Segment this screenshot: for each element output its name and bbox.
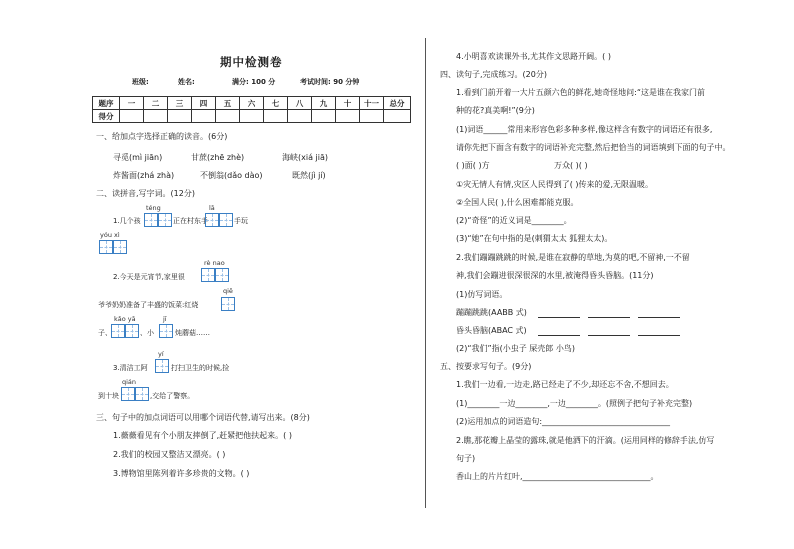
instruction-text: (2)运用加点的词语造句:________________________________ (456, 417, 671, 426)
exam-time: 考试时间: 90 分钟 (300, 78, 360, 86)
char-box[interactable] (111, 324, 125, 338)
q3-sentence: 3.博物馆里陈列着许多珍贵的文物。( ) (113, 469, 250, 478)
score-input-cell[interactable] (336, 110, 360, 123)
pinyin: kǎo yā (114, 315, 136, 323)
score-input-cell[interactable] (168, 110, 192, 123)
instruction-text: (2)“我们”指(小虫子 屎壳郎 小鸟) (456, 344, 575, 353)
q4-heading: 四、读句子,完成练习。(20分) (440, 70, 547, 79)
score-input-cell[interactable] (264, 110, 288, 123)
sentence-text: 炖蘑菇…… (175, 329, 210, 337)
table-cell: 五 (216, 97, 240, 110)
class-label: 班级: (132, 78, 149, 86)
char-box[interactable] (215, 268, 229, 282)
char-box[interactable] (221, 297, 235, 311)
q3-sentence: 1.薇薇看见有个小朋友摔倒了,赶紧把他扶起来。( ) (113, 431, 292, 440)
pinyin: yóu xì (100, 231, 120, 239)
answer-line[interactable] (638, 317, 680, 318)
pinyin: lā (209, 204, 215, 212)
table-cell: 一 (120, 97, 144, 110)
table-cell: 八 (288, 97, 312, 110)
char-box[interactable] (135, 387, 149, 401)
char-box[interactable] (159, 324, 173, 338)
pattern-label: 蹦蹦跳跳(AABB 式) (456, 308, 527, 317)
char-box[interactable] (144, 213, 158, 227)
q1-heading: 一、给加点字选择正确的读音。(6分) (96, 132, 228, 141)
pinyin: yí (158, 350, 164, 358)
instruction-text: (2)“奇怪”的近义词是________。 (456, 216, 572, 225)
pinyin: jī (163, 315, 167, 323)
fill-sentence: ②全国人民( ),什么困难都能克服。 (456, 198, 579, 207)
sentence-text: 爷爷奶奶准备了丰盛的饭菜:红烧 (98, 301, 199, 309)
q1-item: 甘蔗(zhē zhè) (191, 153, 245, 162)
passage-text: 2.瞧,那花瓣上晶莹的露珠,就是他洒下的汗滴。(运用同样的修辞手法,仿写 (456, 436, 715, 445)
sentence-text: 手玩 (234, 217, 248, 225)
score-input-cell[interactable] (120, 110, 144, 123)
char-box[interactable] (158, 213, 172, 227)
q1-item: 炸酱面(zhá zhà) (113, 171, 175, 180)
q2-heading: 二、读拼音,写字词。(12分) (96, 189, 195, 198)
passage-text: 句子) (456, 454, 476, 463)
sentence-text: ,交给了警察。 (150, 392, 195, 400)
pinyin: rè nao (204, 259, 225, 267)
table-cell: 得分 (93, 110, 120, 123)
sentence-text: 1.几个孩 (113, 217, 141, 225)
fill-blank[interactable]: ( )面( )方 (456, 161, 490, 170)
score-input-cell[interactable] (288, 110, 312, 123)
q1-item: 不倒翁(dǎo dào) (200, 171, 263, 180)
column-divider (425, 38, 426, 508)
answer-line[interactable] (638, 335, 680, 336)
name-label: 姓名: (178, 78, 195, 86)
pinyin: téng (146, 204, 161, 212)
score-input-cell[interactable] (216, 110, 240, 123)
answer-line[interactable] (588, 317, 630, 318)
table-cell: 七 (264, 97, 288, 110)
char-box[interactable] (99, 240, 113, 254)
passage-text: 1.看到门前开着一大片五颜六色的鲜花,她奇怪地问:“这是谁在我家门前 (456, 88, 706, 97)
q1-item: 海峡(xiá jiā) (282, 153, 328, 162)
sentence-text: 、小 (140, 329, 154, 337)
q5-heading: 五、按要求写句子。(9分) (440, 362, 532, 371)
q3-heading: 三、句子中的加点词语可以用哪个词语代替,请写出来。(8分) (96, 413, 310, 422)
full-score: 满分: 100 分 (232, 78, 276, 86)
score-input-cell[interactable] (312, 110, 336, 123)
char-box[interactable] (155, 359, 169, 373)
sentence-text: 正在村东手 (173, 217, 208, 225)
char-box[interactable] (121, 387, 135, 401)
passage-text: 2.我们蹦蹦跳跳的时候,是谁在寂静的草地,为莫的吧,不留神,一不留 (456, 253, 690, 262)
score-input-cell[interactable] (384, 110, 411, 123)
char-box[interactable] (205, 213, 219, 227)
char-box[interactable] (201, 268, 215, 282)
table-cell: 十一 (360, 97, 384, 110)
pinyin: qián (122, 378, 137, 386)
passage-text: 1.我们一边看,一边走,路已经走了不少,却还忘不舍,不想回去。 (456, 380, 674, 389)
score-table-header-row (93, 97, 411, 110)
char-box[interactable] (125, 324, 139, 338)
fill-blank[interactable]: 万众( )( ) (554, 161, 588, 170)
sentence-text: 到十块 (98, 392, 119, 400)
pinyin: qiē (223, 287, 233, 295)
score-input-cell[interactable] (240, 110, 264, 123)
answer-line[interactable] (538, 317, 580, 318)
table-cell: 二 (144, 97, 168, 110)
page-title: 期中检测卷 (220, 55, 283, 69)
passage-text: 香山上的片片红叶,________________________________。 (456, 472, 659, 481)
answer-line[interactable] (538, 335, 580, 336)
sentence-text: 打扫卫生的时候,捡 (171, 364, 230, 372)
passage-text: 神,我们会蹦进很深很深的水里,被淹得昏头昏脑。(11分) (456, 271, 654, 280)
char-box[interactable] (219, 213, 233, 227)
answer-line[interactable] (588, 335, 630, 336)
instruction-text: (1)仿写词语。 (456, 290, 508, 299)
instruction-text: (1)________一边________,一边________。(照例子把句子补充完整) (456, 399, 693, 408)
q3-sentence: 4.小明喜欢读课外书,尤其作文思路开阔。( ) (456, 52, 611, 61)
table-cell: 三 (168, 97, 192, 110)
table-cell: 六 (240, 97, 264, 110)
instruction-text: (3)“她”在句中指的是(刺猬太太 狐狸太太)。 (456, 234, 613, 243)
pattern-label: 昏头昏脑(ABAC 式) (456, 326, 527, 335)
score-input-cell[interactable] (360, 110, 384, 123)
sentence-text: 2.今天是元宵节,家里很 (113, 273, 185, 281)
char-box[interactable] (113, 240, 127, 254)
score-table-score-row (93, 110, 411, 123)
instruction-text: (1)词语______常用来形容色彩多种多样,像这样含有数字的词语还有很多, (456, 125, 713, 134)
table-cell: 四 (192, 97, 216, 110)
q1-item: 寻觅(mì jiān) (113, 153, 163, 162)
table-cell: 九 (312, 97, 336, 110)
sentence-text: 3.清洁工阿 (113, 364, 148, 372)
score-input-cell[interactable] (192, 110, 216, 123)
passage-text: 种的花?真美啊!”(9分) (456, 106, 535, 115)
q3-sentence: 2.我们的校园又整洁又漂亮。( ) (113, 450, 226, 459)
instruction-text: 请你先把下面含有数字的词语补充完整,然后把恰当的词语填到下面的句子中。 (456, 143, 731, 152)
table-cell: 十 (336, 97, 360, 110)
score-input-cell[interactable] (144, 110, 168, 123)
sentence-text: 子、 (98, 329, 112, 337)
score-table (92, 96, 411, 123)
fill-sentence: ①灾无情人有情,灾区人民得到了( )传来的爱,无限温暖。 (456, 180, 654, 189)
table-cell: 总分 (384, 97, 411, 110)
q1-item: 既然(jì jí) (292, 171, 326, 180)
table-cell: 题序 (93, 97, 120, 110)
